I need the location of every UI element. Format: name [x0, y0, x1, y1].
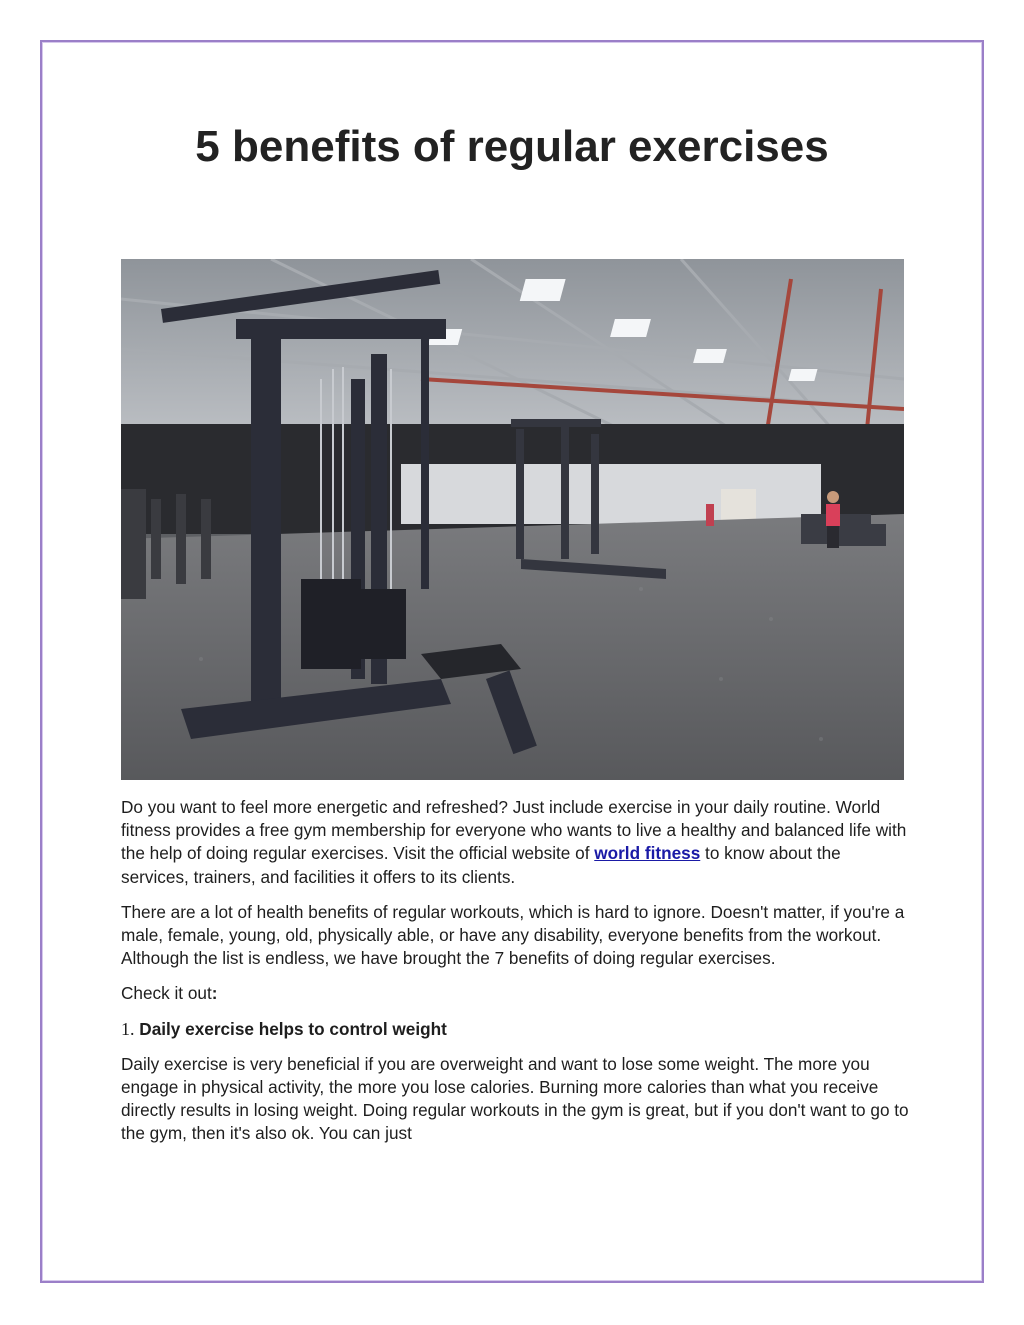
- gym-photo: [121, 259, 904, 780]
- section-1-text: Daily exercise is very beneficial if you are overweight and want to lose some weight. The more you engage in physical activity, the more you lose calories. Burning more calories than what you receive directly results in losing weight. Doing regular workouts in the gym is great, but if you don't want to go to the gym, then it's also ok. You can just: [121, 1053, 909, 1144]
- page-title: 5 benefits of regular exercises: [195, 122, 829, 171]
- intro-after-link: to know about the services, trainers, and facilities it offers to its clients.: [121, 843, 841, 887]
- section-1-number: 1.: [121, 1018, 135, 1039]
- check-it-out-colon: :: [211, 983, 218, 1004]
- intro-paragraph: [121, 796, 911, 889]
- check-it-out: [121, 982, 911, 1005]
- section-1-heading: [121, 1018, 911, 1041]
- world-fitness-link[interactable]: world fitness: [594, 843, 701, 864]
- check-it-out-text: Check it out: [121, 983, 212, 1004]
- section-1-title: Daily exercise helps to control weight: [139, 1018, 447, 1039]
- article-body: [121, 796, 911, 1158]
- intro-before-link: Do you want to feel more energetic and refreshed? Just include exercise in your daily routine. World fitness provides a free gym membership for everyone who wants to live a healthy and balanced life with the help of doing regular exercises. Visit the official website of: [121, 797, 907, 864]
- paragraph-2: There are a lot of health benefits of regular workouts, which is hard to ignore. Doesn't matter, if you're a male, female, young, old, physically able, or have any disability, everyone benefits from the workout. Although the list is endless, we have brought the 7 benefits of doing regular exercises.: [121, 901, 905, 969]
